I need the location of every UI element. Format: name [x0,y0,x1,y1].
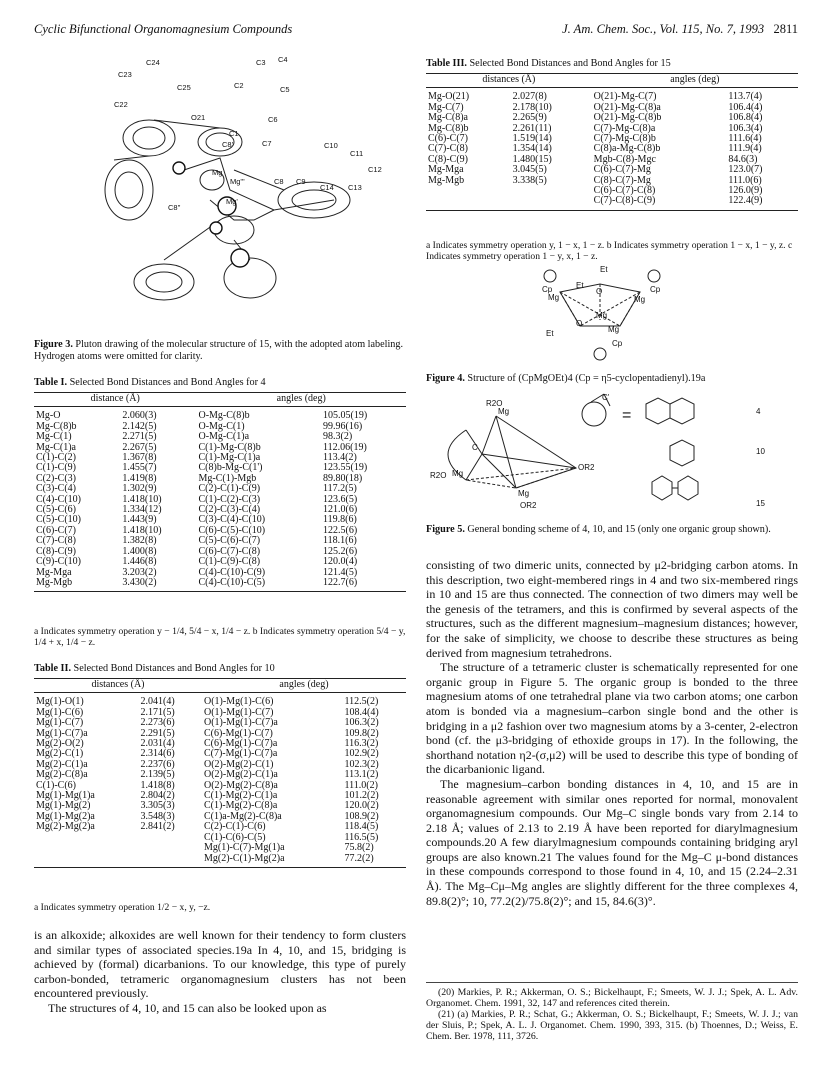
table-cell-label: C(6)-C(7)-C(8) [198,545,261,557]
table-cell-value [511,196,592,210]
scheme-label: R2O [430,471,447,480]
atom-label: C7 [262,139,272,148]
table-cell-value: 2.267(5) [122,441,157,453]
table-cell-label: C(1)-Mg(2)-C(8)a [203,800,278,812]
compound-number: 4 [756,407,761,416]
atom-label: C1 [229,129,239,138]
table-cell-label: O(21)-Mg-C(8)b [593,112,662,124]
table-cell-label: Mg-Mga [428,164,464,176]
table-cell-value: 117.2(5) [323,483,357,495]
table-cell-label: C(1)-C(2)-C(3) [198,493,261,505]
table-1-footnote: a Indicates symmetry operation y − 1/4, 5/4 − x, 1/4 − z. b Indicates symmetry operation 5/4 − y, 1/4 + x, 1/4 − z. [34,626,406,648]
svg-text:=: = [622,407,632,424]
atom-label: Et [546,329,554,338]
table-cell-label: O(21)-Mg-C(7) [593,91,657,103]
table-cell-label: Mg(2)-Mg(2)a [36,821,95,833]
table-cell-value: 1.400(8) [122,545,157,557]
atom-label: Mg [548,293,560,302]
table-cell-label: Mg-C(8)a [428,112,468,124]
table-cell-value: 1.302(9) [122,483,157,495]
table-cell-value: 111.9(4) [728,143,762,155]
table-cell-label: C(8)b-Mg-C(1') [198,462,263,474]
table-cell-value: 116.5(5) [344,831,379,843]
table-cell-value: 111.0(6) [728,174,762,186]
atom-label: C3 [256,58,266,67]
table-row [426,88,798,103]
table-cell-label: O(1)-Mg(1)-C(7) [203,706,274,718]
table-col-header: distance (Å) [34,393,196,407]
table-cell-label: C(7)-C(8) [428,143,468,155]
table-cell-label: C(8)-C(9) [428,153,468,165]
table-cell-value: 108.9(2) [344,810,379,822]
table-1 [34,392,406,592]
atom-label: Mg [608,325,620,334]
scheme-label: C' [602,393,610,402]
table-cell-label: C(1)-C(2) [36,452,76,464]
table-cell-label: C(5)-C(6) [36,504,76,516]
table-cell-value: 106.8(4) [728,112,763,124]
paragraph: The structures of 4, 10, and 15 can also be looked upon as [48,1000,327,1015]
table-cell-label [34,854,139,868]
table-cell-label: Mg(1)-C(6) [36,706,84,718]
table-cell-label: C(6)-C(7)-C(8) [593,185,656,197]
table-3 [426,73,798,211]
table-cell-label: C(2)-C(3)-C(4) [198,504,261,516]
figure-5-bonding-scheme [426,392,798,518]
table-cell-label: O(2)-Mg(2)-C(8)a [203,779,278,791]
table-cell-value: 2.291(5) [140,727,175,739]
atom-label: C4 [278,55,288,64]
table-cell-label [426,196,511,210]
table-cell-value: 125.2(6) [323,545,358,557]
atom-label: C9 [296,177,306,186]
table-cell-value: 84.6(3) [728,153,758,165]
table-cell-value: 111.6(4) [728,133,762,145]
table-cell-value: 113.1(2) [344,769,379,781]
table-cell-value: 120.0(2) [344,800,379,812]
atom-label: Cp [612,339,623,348]
table-cell-label: C(6)-C(7) [428,133,468,145]
table-cell-value: 2.261(11) [512,122,552,134]
table-row [34,578,406,592]
table-cell-value: 2.031(4) [140,738,175,750]
atom-label: C24 [146,58,160,67]
table-row [34,843,406,853]
atom-label: Et [576,281,584,290]
atom-label: C14 [320,183,334,192]
scheme-label: Mg [518,489,530,498]
atom-label: C12 [368,165,382,174]
table-cell-value: 122.5(6) [323,524,358,536]
table-cell-label: O(1)-Mg(1)-C(7)a [203,717,278,729]
table-cell-value: 3.045(5) [512,164,547,176]
table-cell-value: 2.041(4) [140,696,175,708]
table-cell-label: C(6)-C(7)-Mg [593,164,651,176]
table-3-title: Table III. Selected Bond Distances and Bond Angles for 15 [426,58,671,69]
table-cell-label: O(1)-Mg(1)-C(6) [203,696,274,708]
table-cell-label: C(6)-C(5)-C(10) [198,524,266,536]
table-cell-label: C(4)-C(10)-C(9) [198,566,266,578]
atom-label: Et [600,265,608,274]
table-cell-label: Mg(1)-Mg(2) [36,800,91,812]
table-cell-label: C(3)-C(4) [36,483,76,495]
table-cell-value: 1.519(14) [512,133,552,145]
table-cell-label: C(6)-Mg(1)-C(7)a [203,738,278,750]
atom-label: C25 [177,83,191,92]
table-col-header: distances (Å) [426,74,592,88]
table-2-footnote: a Indicates symmetry operation 1/2 − x, y, −z. [34,902,211,913]
table-cell-label: C(1)-C(6) [36,779,76,791]
table-cell-value: 116.3(2) [344,738,379,750]
table-cell-label: O-Mg-C(1) [198,420,245,432]
table-cell-value: 112.06(19) [323,441,367,453]
table-cell-label: C(2)-C(1)-C(6) [203,821,266,833]
table-cell-label: C(7)-C(8) [36,535,76,547]
scheme-label: Mg [452,469,464,478]
atom-label: O21 [191,113,206,122]
references [426,982,798,1042]
table-cell-label [34,833,139,843]
table-cell-value: 3.203(2) [122,566,157,578]
table-cell-value: 2.265(9) [512,112,547,124]
table-cell-label: Mg(1)-Mg(2)a [36,810,95,822]
table-cell-label: C(7)-Mg-C(8)a [593,122,656,134]
table-cell-label: Mg(1)-C(7)-Mg(1)a [203,842,285,854]
table-cell-label: Mg-Mgb [34,578,120,592]
table-cell-value: 1.382(8) [122,535,157,547]
table-cell-value: 2.142(5) [122,420,157,432]
table-cell-label: Mg(1)-Mg(1)a [36,790,95,802]
atom-label: Mg' [226,197,238,206]
paragraph: The structure of a tetrameric cluster is schematically represented for one organic group in Figure 5. The organic group is bonded to the three magnesium atoms of one tetrahedral plane via two carbon atoms; one carbon atom is bonded via a magnesium–carbon single bond and the other is bridging in a μ2 fashion over two magnesium atoms by a 3-center, 2-electron bond (cf. the μ3-bridging of ethoxide groups in 17). In the following, the shorthand notation η2-(σ,μ2) will be used to describe this type of bonding of the dicarbanionic ligand. [426,660,798,777]
table-cell-value: 106.4(4) [728,101,763,113]
table-cell-value [139,854,202,868]
table-cell-label: C(7)-Mg-C(8)b [593,133,656,145]
table-cell-label: C(4)-C(10) [36,493,81,505]
scheme-label: OR2 [520,501,537,510]
table-cell-label: C(1)-Mg(2)-C(1)a [203,790,278,802]
table-cell-label: C(6)-C(7) [36,524,76,536]
journal-name: J. Am. Chem. Soc., [562,22,657,36]
atom-label: Cp [542,285,553,294]
table-cell-value: 2.027(8) [512,91,547,103]
journal-volume: Vol. 115, No. 7, 1993 [659,22,765,36]
table-cell-label: C(1)-C(6)-C(5) [203,831,266,843]
table-cell-value: 112.5(2) [344,696,379,708]
table-cell-value: 2.171(5) [140,706,175,718]
table-cell-value: 75.8(2) [344,842,374,854]
table-cell-label: O-Mg-C(8)b [198,410,250,422]
figure-3-molecular-drawing [34,50,406,332]
table-row [426,196,798,210]
table-cell-label: C(9)-C(10) [36,556,81,568]
table-cell-label: C(8)-C(7)-Mg [593,174,651,186]
table-col-header: angles (deg) [592,74,798,88]
figure-4-structure [520,262,680,370]
table-cell-value: 2.060(3) [122,410,157,422]
table-cell-label: Mg(2)-C(1)-Mg(2)a [202,854,343,868]
table-cell-value: 2.139(5) [140,769,175,781]
page-number: 2811 [773,22,798,36]
table-cell-label: C(1)-Mg-C(1)a [198,452,261,464]
table-cell-value: 1.418(10) [122,493,162,505]
table-cell-label: Mg(1)-C(7)a [36,727,88,739]
figure-4-caption: Figure 4. Structure of (CpMgOEt)4 (Cp = η5-cyclopentadienyl).19a [426,373,706,384]
atom-label: C2 [234,81,244,90]
table-cell-value: 122.7(6) [321,578,406,592]
table-cell-value: 122.4(9) [726,196,798,210]
atom-label: Mg [212,168,223,177]
right-column-text [426,558,798,908]
table-cell-value [139,833,202,843]
table-cell-value: 3.305(3) [140,800,175,812]
table-cell-label: C(6)-Mg(1)-C(7) [203,727,273,739]
table-row [34,854,406,868]
atom-label: C8' [222,140,234,149]
atom-label: C13 [348,183,362,192]
table-cell-value: 118.4(5) [344,821,379,833]
atom-label: C6 [268,115,278,124]
reference-item: (20) Markies, P. R.; Akkerman, O. S.; Bickelhaupt, F.; Smeets, W. J. J.; Spek, A. L. Adv. Organomet. Chem. 1991, 32, 147 and references cited therein. [426,987,798,1009]
table-cell-value: 123.6(5) [323,493,358,505]
table-cell-value: 1.480(15) [512,153,552,165]
table-cell-value: 77.2(2) [343,854,406,868]
table-cell-label: Mg(2)-C(8)a [36,769,88,781]
scheme-label: C [472,443,478,452]
table-cell-value: 1.334(12) [122,504,162,516]
atom-label: Mg [596,311,608,320]
table-cell-label: Mg-C(1)a [36,441,76,453]
table-cell-value: 123.0(7) [728,164,763,176]
table-cell-label: Mg-C(1) [36,431,72,443]
table-row [34,557,406,567]
table-cell-value: 119.8(6) [323,514,357,526]
table-cell-label: C(1)-Mg-C(8)b [198,441,261,453]
table-cell-label: Mg-C(8)b [36,420,77,432]
table-cell-value: 113.7(4) [728,91,763,103]
table-col-header: angles (deg) [202,679,406,693]
table-1-title: Table I. Selected Bond Distances and Bond Angles for 4 [34,377,266,388]
atom-label: C10 [324,141,338,150]
table-cell-value: 98.3(2) [323,431,353,443]
table-cell-value: 1.354(14) [512,143,552,155]
paragraph: consisting of two dimeric units, connected by μ2-bridging carbon atoms. In this description, two eight-membered rings in 4 and two six-membered rings in 10 and 15 are thus connected. The connection of two dimers may well be the genesis of the tetramers, and this is confirmed by several aspects of the structures, such as the different magnesium–magnesium distances; however, for the sake of simplicity, we choose to describe these structures as being derived from magnesium tetrahedrons. [426,558,798,660]
table-cell-label: O-Mg-C(1)a [198,431,250,443]
atom-label: O [576,319,583,328]
figure-3-caption: Figure 3. Pluton drawing of the molecular structure of 15, with the adopted atom labeling. Hydrogen atoms were omitted for clarity. [34,339,404,362]
table-cell-value: 2.841(2) [140,821,175,833]
table-cell-label: O(21)-Mg-C(8)a [593,101,661,113]
table-cell-value: 113.4(2) [323,452,357,464]
table-cell-label [34,843,139,853]
table-row [34,693,406,708]
table-cell-value: 106.3(4) [728,122,763,134]
atom-label: Mg''' [230,177,245,186]
table-2-title: Table II. Selected Bond Distances and Bond Angles for 10 [34,663,275,674]
table-2 [34,678,406,868]
table-cell-label: Mg(2)-O(2) [36,738,84,750]
table-cell-label: Mg-Mga [36,566,72,578]
table-cell-value: 120.0(4) [323,556,358,568]
atom-label: C8 [274,177,284,186]
scheme-label: OR2 [578,463,595,472]
table-cell-value: 105.05(19) [323,410,368,422]
table-col-header: distances (Å) [34,679,202,693]
table-cell-label: Mgb-C(8)-Mgc [593,153,656,165]
table-cell-label: Mg-O [36,410,61,422]
table-cell-label: Mg-Mgb [428,174,465,186]
atom-label: C23 [118,70,132,79]
table-cell-value: 102.3(2) [344,758,379,770]
table-cell-value: 99.96(16) [323,420,363,432]
table-cell-value: 108.4(4) [344,706,379,718]
table-cell-value: 2.237(6) [140,758,175,770]
table-cell-label: Mg(1)-C(7) [36,717,84,729]
left-column-text [34,928,406,1016]
table-cell-value: 121.4(5) [323,566,358,578]
atom-label: Cp [650,285,661,294]
table-cell-value: 2.178(10) [512,101,552,113]
table-col-header: angles (deg) [196,393,406,407]
table-cell-value: 102.9(2) [344,748,379,760]
table-cell-label: C(5)-C(6)-C(7) [198,535,261,547]
table-row [34,407,406,422]
atom-label: C5 [280,85,290,94]
scheme-label: Mg [498,407,510,416]
atom-label: O [596,287,603,296]
table-cell-value: 111.0(2) [344,779,378,791]
table-cell-label: Mg-C(1)-Mgb [198,472,257,484]
compound-number: 15 [756,499,765,508]
table-cell-value: 1.419(8) [122,472,157,484]
table-cell-value: 3.548(3) [140,810,175,822]
table-cell-label: Mg(2)-C(1)a [36,758,88,770]
table-cell-value: 2.314(6) [140,748,175,760]
atom-label: C11 [350,149,364,158]
table-cell-value: 1.455(7) [122,462,157,474]
table-cell-value: 106.3(2) [344,717,379,729]
atom-label: C8'' [168,203,181,212]
table-cell-value: 126.0(9) [728,185,763,197]
table-cell-value: 1.443(9) [122,514,157,526]
paragraph: is an alkoxide; alkoxides are well known for their tendency to form clusters and similar types of associated species.19a In 4, 10, and 15, bridging is achieved by (formal) dicarbanions. To our knowledge, this type of purely carbon-bonded, tetrameric organomagnesium clusters has not been encountered previously. [34,928,406,1001]
table-cell-label: C(3)-C(4)-C(10) [198,514,266,526]
table-cell-value [139,843,202,853]
running-title: Cyclic Bifunctional Organomagnesium Compounds [34,22,293,36]
table-cell-label: C(7)-Mg(1)-C(7)a [203,748,278,760]
table-cell-value: 1.418(10) [122,524,162,536]
table-cell-value: 1.367(8) [122,452,157,464]
paragraph: The magnesium–carbon bonding distances in 4, 10, and 15 are in reasonable agreement with similar ones reported for normal, monovalent organomagnesium compounds. Our Mg–C single bonds vary from 2.14 to 2.18 Å; values of 2.13 to 2.19 Å have been reported for diarylmagnesium compounds.20 A few diarylmagnesium compounds containing bridging aryl groups are also known.21 The values found for the Mg–C μ-bond distances in these compounds correspond to those found in 4, 10, and 15 (2.24–2.31 Å). The Mg–Cμ–Mg angles are slightly different for the three complexes 4, 89.8(2)°; 10, 77.2(2)/75.8(2)°; and 15, 84.6(3)°. [426,776,798,908]
table-cell-label: C(1)a-Mg(2)-C(8)a [203,810,282,822]
figure-5-caption: Figure 5. General bonding scheme of 4, 10, and 15 (only one organic group shown). [426,524,771,535]
table-cell-label: C(4)-C(10)-C(5) [196,578,321,592]
table-cell-label: O(2)-Mg(2)-C(1) [203,758,274,770]
table-cell-label: C(8)-C(9) [36,545,76,557]
table-cell-value: 2.273(6) [140,717,175,729]
table-cell-label: Mg-C(8)b [428,122,469,134]
table-cell-value: 2.804(2) [140,790,175,802]
table-cell-label [426,186,511,196]
table-cell-label: Mg-O(21) [428,91,470,103]
compound-number: 10 [756,447,765,456]
table-cell-value: 1.418(8) [140,779,175,791]
table-cell-label: Mg(1)-O(1) [36,696,84,708]
table-cell-label: C(2)-C(1)-C(9) [198,483,261,495]
table-cell-label: C(1)-C(9)-C(8) [198,556,261,568]
table-3-footnote: a Indicates symmetry operation y, 1 − x, 1 − z. b Indicates symmetry operation 1 − x, 1 − y, z. c Indicates symmetry operation 1 − y, x, 1 − z. [426,240,793,262]
table-cell-value: 3.338(5) [512,174,547,186]
table-cell-value: 109.8(2) [344,727,379,739]
atom-label: C22 [114,100,128,109]
table-cell-value: 123.55(19) [323,462,368,474]
table-cell-label: Mg(2)-C(1) [36,748,84,760]
atom-label: Mg [634,295,646,304]
table-cell-value: 89.80(18) [323,472,363,484]
table-cell-value: 121.0(6) [323,504,358,516]
journal-citation [562,22,798,37]
table-cell-label: O(2)-Mg(2)-C(1)a [203,769,278,781]
scheme-label: R2O [486,399,503,408]
table-cell-label: C(5)-C(10) [36,514,81,526]
table-cell-value [511,186,592,196]
table-cell-value: 1.446(8) [122,556,157,568]
table-cell-label: C(7)-C(8)-C(9) [592,196,727,210]
table-cell-value: 3.430(2) [120,578,196,592]
table-cell-label: C(2)-C(3) [36,472,76,484]
table-cell-label: C(1)-C(9) [36,462,76,474]
table-cell-value: 101.2(2) [344,790,379,802]
table-cell-value: 118.1(6) [323,535,357,547]
table-cell-label: C(8)a-Mg-C(8)b [593,143,661,155]
table-cell-label: Mg-C(7) [428,101,464,113]
table-cell-value: 2.271(5) [122,431,157,443]
reference-item: (21) (a) Markies, P. R.; Schat, G.; Akkerman, O. S.; Bickelhaupt, F.; Smeets, W. J. J.; van der Sluis, P.; Spek, A. L. J. Organomet. Chem. 1990, 393, 315. (b) Thoennes, D.; Weiss, E. Chem. Ber. 1978, 111, 3726. [426,1009,798,1042]
